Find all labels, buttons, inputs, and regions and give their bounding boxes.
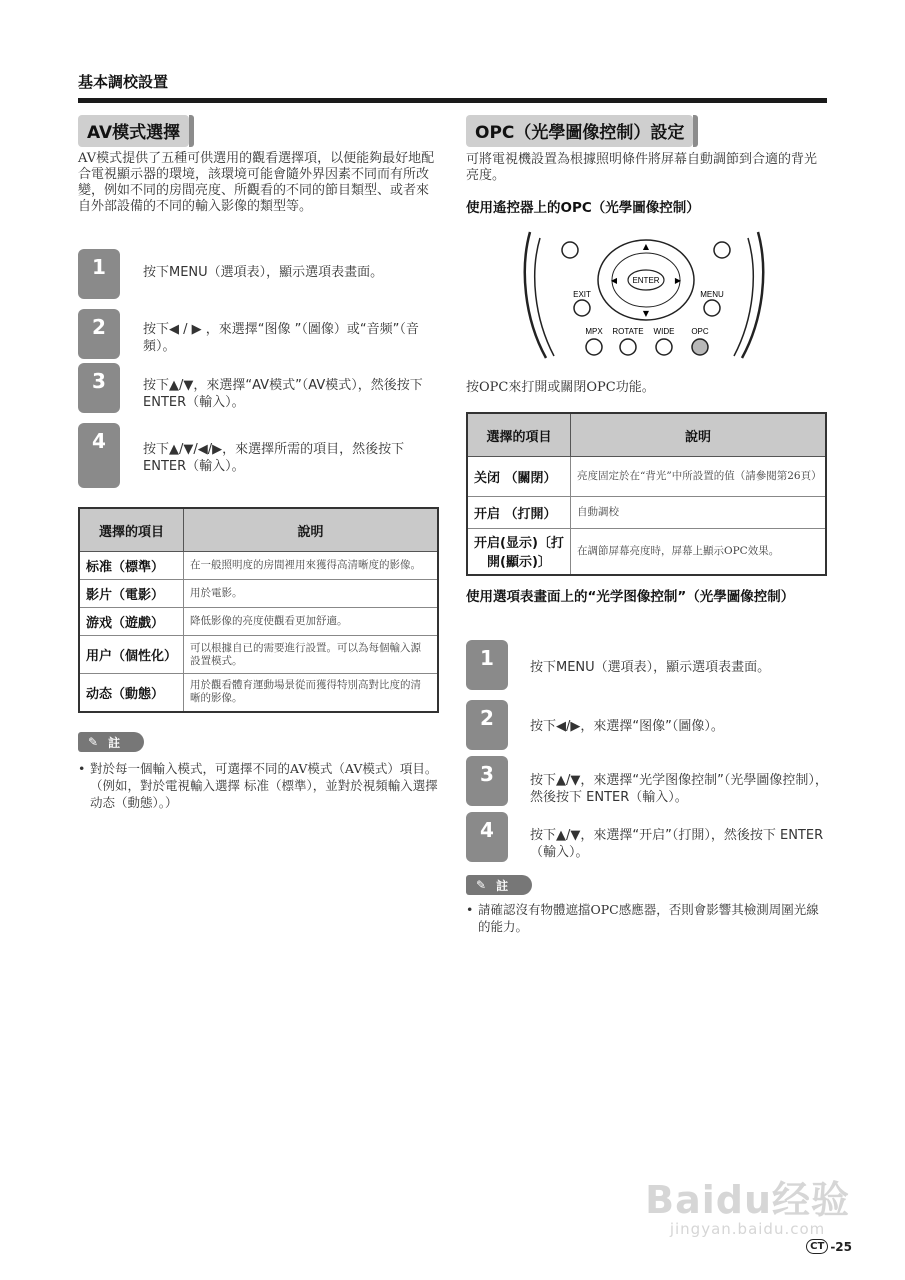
remote-top-left-button bbox=[562, 242, 578, 258]
table-cell-name: 动态（動態） bbox=[79, 674, 184, 712]
table-cell-name: 关闭 （關閉） bbox=[467, 457, 571, 497]
table-header-row bbox=[467, 413, 826, 457]
left-step-4-number: 4 bbox=[78, 423, 120, 488]
table-cell-desc: 在一般照明度的房間裡用來獲得高清晰度的影像。 bbox=[184, 552, 438, 580]
page-number-text: -25 bbox=[830, 1239, 852, 1254]
table-row bbox=[467, 497, 826, 529]
remote-wide-label: WIDE bbox=[653, 327, 675, 336]
table-cell-desc: 可以根據自已的需要進行設置。可以為每個輸入源設置模式。 bbox=[184, 636, 438, 674]
remote-exit-label: EXIT bbox=[573, 290, 591, 299]
right-step-1-number: 1 bbox=[466, 640, 508, 690]
ct-badge: CT bbox=[806, 1239, 828, 1254]
remote-opc-label: OPC bbox=[691, 327, 709, 336]
watermark-url: jingyan.baidu.com bbox=[669, 1220, 826, 1238]
table-cell-name: 开启 （打開） bbox=[467, 497, 571, 529]
table-cell-desc: 降低影像的亮度使觀看更加舒適。 bbox=[184, 608, 438, 636]
remote-enter-label: ENTER bbox=[632, 276, 660, 285]
opc-menu-subheading: 使用選項表畫面上的“光学图像控制”（光學圖像控制） bbox=[466, 589, 795, 605]
table-cell-desc: 在調節屏幕亮度時，屏幕上顯示OPC效果。 bbox=[571, 529, 827, 575]
table-cell-desc: 用於電影。 bbox=[184, 580, 438, 608]
opc-remote-subheading: 使用遙控器上的OPC（光學圖像控制） bbox=[466, 200, 700, 216]
left-step-1-text: 按下MENU（選項表），顯示選項表畫面。 bbox=[143, 265, 384, 280]
table-row bbox=[467, 529, 826, 575]
opc-toggle-instruction: 按OPC來打開或關閉OPC功能。 bbox=[466, 380, 655, 395]
remote-illustration bbox=[516, 228, 772, 362]
opc-intro: 可將電視機設置為根據照明條件將屏幕自動調節到合適的背光亮度。 bbox=[466, 152, 818, 183]
table-row bbox=[79, 674, 438, 712]
table-cell-name: 游戏（遊戲） bbox=[79, 608, 184, 636]
right-note-item bbox=[466, 901, 828, 935]
table-row bbox=[79, 608, 438, 636]
left-note-item bbox=[78, 760, 440, 811]
right-step-3-number: 3 bbox=[466, 756, 508, 806]
table-cell-desc: 自動調校 bbox=[571, 497, 827, 529]
table-cell-name: 用户（個性化） bbox=[79, 636, 184, 674]
right-step-4-text: 按下▲/▼，來選擇“开启”（打開），然後按下 ENTER（輸入）。 bbox=[530, 828, 824, 860]
remote-wide-button bbox=[656, 339, 672, 355]
table-header-desc: 說明 bbox=[184, 508, 438, 552]
left-step-4-text: 按下▲/▼/◀/▶，來選擇所需的項目，然後按下ENTER（輸入）。 bbox=[143, 442, 405, 474]
right-step-3-text: 按下▲/▼，來選擇“光学图像控制”（光學圖像控制），然後按下 ENTER（輸入）。 bbox=[530, 773, 828, 805]
table-row bbox=[79, 580, 438, 608]
remote-top-right-button bbox=[714, 242, 730, 258]
table-header-item: 選擇的項目 bbox=[467, 413, 571, 457]
remote-rotate-button bbox=[620, 339, 636, 355]
page-header-title: 基本調校設置 bbox=[78, 73, 169, 91]
opc-table bbox=[466, 412, 827, 576]
page-number bbox=[806, 1239, 852, 1254]
remote-rotate-label: ROTATE bbox=[612, 327, 644, 336]
watermark-logo: Baidu经验 bbox=[645, 1178, 850, 1222]
remote-opc-button bbox=[692, 339, 708, 355]
header-rule bbox=[78, 98, 827, 103]
opc-title: OPC（光學圖像控制）設定 bbox=[466, 115, 693, 147]
dpad-down-icon: ▼ bbox=[642, 309, 650, 318]
av-mode-title: AV模式選擇 bbox=[78, 115, 189, 147]
dpad-right-icon: ▶ bbox=[674, 276, 682, 285]
left-step-3-text: 按下▲/▼，來選擇“AV模式”（AV模式），然後按下 ENTER（輸入）。 bbox=[143, 378, 423, 410]
dpad-left-icon: ◀ bbox=[610, 276, 618, 285]
remote-menu-button bbox=[704, 300, 720, 316]
table-header-row bbox=[79, 508, 438, 552]
remote-mpx-label: MPX bbox=[585, 327, 603, 336]
table-row bbox=[467, 457, 826, 497]
table-cell-desc: 用於觀看體育運動場景從而獲得特別高對比度的清晰的影像。 bbox=[184, 674, 438, 712]
right-step-1-text: 按下MENU（選項表），顯示選項表畫面。 bbox=[530, 660, 771, 675]
right-note-text: 請確認沒有物體遮擋OPC感應器，否則會影響其檢測周圍光線的能力。 bbox=[478, 902, 819, 934]
table-cell-name: 开启(显示)〔打開(顯示)〕 bbox=[467, 529, 571, 575]
left-step-2-number: 2 bbox=[78, 309, 120, 359]
pencil-icon: ✎ bbox=[88, 735, 99, 749]
note-label: 註 bbox=[108, 735, 121, 750]
table-header-desc: 說明 bbox=[571, 413, 827, 457]
table-header-item: 選擇的項目 bbox=[79, 508, 184, 552]
right-note-tab bbox=[466, 875, 532, 895]
left-step-1-number: 1 bbox=[78, 249, 120, 299]
right-step-4-number: 4 bbox=[466, 812, 508, 862]
bullet-icon: • bbox=[78, 761, 86, 776]
av-mode-intro: AV模式提供了五種可供選用的觀看選擇項，以便能夠最好地配合電視顯示器的環境，該環境可能會隨外界因素不同而有所改變，例如不同的房間亮度、所觀看的不同的節目類型、或者來自外部設備的不同的輸入影像的類型等。 bbox=[78, 151, 435, 214]
baidu-watermark bbox=[645, 1169, 850, 1238]
pencil-icon: ✎ bbox=[476, 878, 487, 892]
table-cell-name: 影片（電影） bbox=[79, 580, 184, 608]
remote-mpx-button bbox=[586, 339, 602, 355]
left-step-2-text: 按下◀ / ▶ ，來選擇“图像 ”（圖像）或“音频”（音頻）。 bbox=[143, 322, 419, 354]
table-cell-desc: 亮度固定於在“背光”中所設置的值（請參閱第26頁） bbox=[571, 457, 827, 497]
table-row bbox=[79, 552, 438, 580]
right-step-2-text: 按下◀/▶，來選擇“图像”（圖像）。 bbox=[530, 719, 724, 734]
remote-menu-label: MENU bbox=[700, 290, 724, 299]
note-label: 註 bbox=[496, 878, 509, 893]
left-note-tab bbox=[78, 732, 144, 752]
remote-exit-button bbox=[574, 300, 590, 316]
right-step-2-number: 2 bbox=[466, 700, 508, 750]
table-row bbox=[79, 636, 438, 674]
left-step-3-number: 3 bbox=[78, 363, 120, 413]
table-cell-name: 标准（標準） bbox=[79, 552, 184, 580]
bullet-icon: • bbox=[466, 902, 474, 917]
dpad-up-icon: ▲ bbox=[642, 242, 650, 251]
left-note-text: 對於每一個輸入模式，可選擇不同的AV模式（AV模式）項目。（例如，對於電視輸入選擇 标准（標準），並對於視頻輸入選擇 动态（動態）。） bbox=[90, 761, 438, 810]
av-mode-table bbox=[78, 507, 439, 713]
